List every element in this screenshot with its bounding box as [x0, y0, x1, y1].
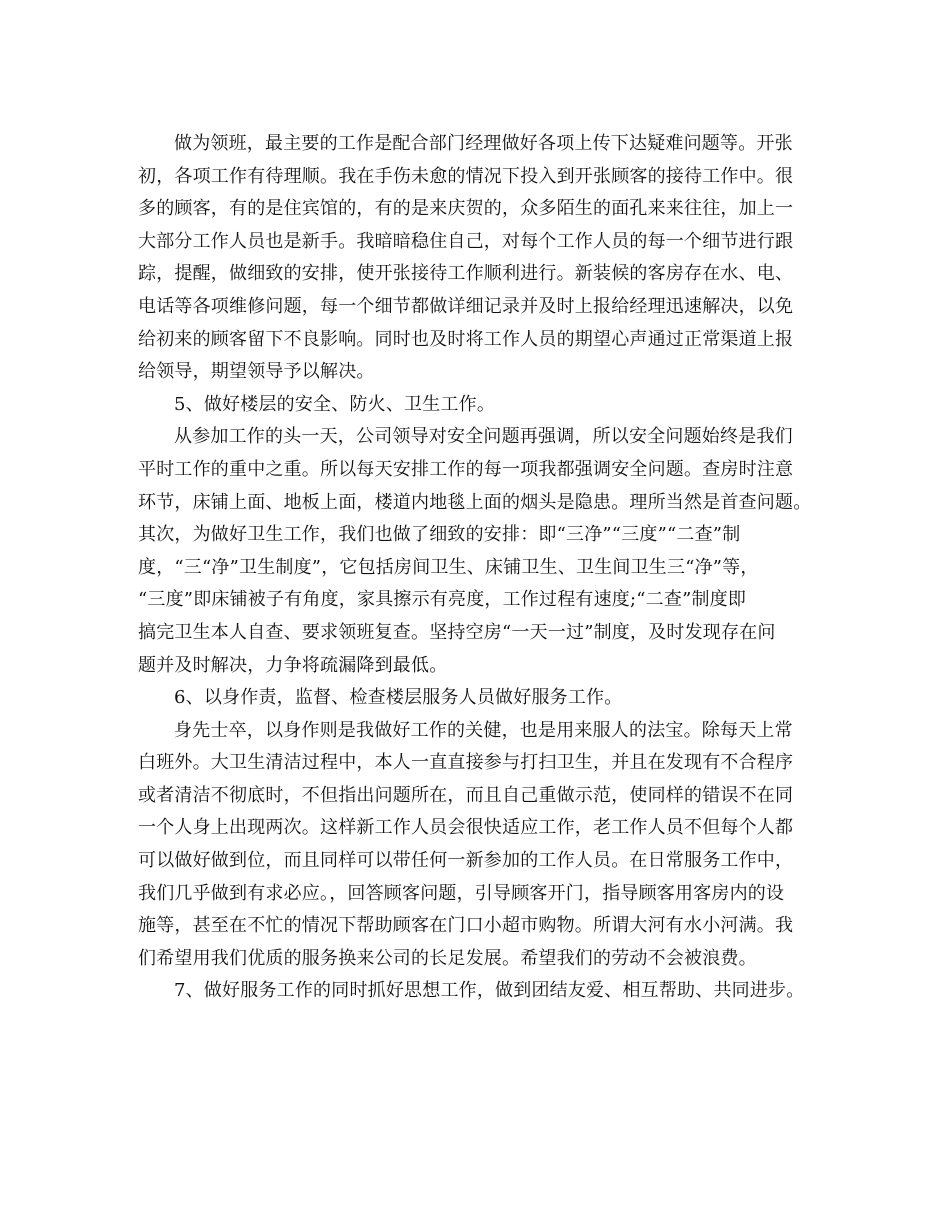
text-line: 或者清洁不彻底时，不但指出问题所在，而且自己重做示范，使同样的错误不在同	[138, 784, 794, 806]
text-line: 白班外。大卫生清洁过程中，本人一直直接参与打扫卫生，并且在发现有不合程序	[138, 752, 794, 774]
text-line: 电话等各项维修问题，每一个细节都做详细记录并及时上报给经理迅速解决，以免	[138, 295, 794, 317]
text-line: “三度”即床铺被子有角度，家具擦示有亮度，工作过程有速度;“二查”制度即	[138, 589, 747, 611]
text-line: 可以做好做到位，而且同样可以带任何一新参加的工作人员。在日常服务工作中，	[138, 850, 794, 872]
text-line: 多的顾客，有的是住宾馆的，有的是来庆贺的，众多陌生的面孔来来往往，加上一	[138, 198, 794, 220]
text-line: 其次，为做好卫生工作，我们也做了细致的安排：即“三净”“三度”“二查”制	[138, 524, 741, 546]
text-line: 度，“三“净”卫生制度”，它包括房间卫生、床铺卫生、卫生间卫生三“净”等，	[138, 556, 759, 578]
text-line: 做为领班，最主要的工作是配合部门经理做好各项上传下达疑难问题等。开张	[174, 133, 793, 154]
text-line: 6、以身作责，监督、检查楼层服务人员做好服务工作。	[174, 687, 623, 709]
text-line: 大部分工作人员也是新手。我暗暗稳住自己，对每个工作人员的每一个细节进行跟	[138, 230, 794, 252]
text-line: 我们几乎做到有求必应。，回答顾客问题，引导顾客开门，指导顾客用客房内的设	[138, 882, 785, 904]
text-line: 初，各项工作有待理顺。我在手伤未愈的情况下投入到开张顾客的接待工作中。很	[138, 165, 794, 187]
text-line: 身先士卒，以身作则是我做好工作的关健，也是用来服人的法宝。除每天上常	[174, 719, 793, 741]
text-line: 5、做好楼层的安全、防火、卫生工作。	[174, 393, 496, 415]
text-line: 们希望用我们优质的服务换来公司的长足发展。希望我们的劳动不会被浪费。	[138, 947, 757, 969]
text-line: 平时工作的重中之重。所以每天安排工作的每一项我都强调安全问题。查房时注意	[138, 458, 794, 480]
text-line: 踪，提醒，做细致的安排，使开张接待工作顺利进行。新装候的客房存在水、电、	[138, 263, 794, 285]
text-line: 7、做好服务工作的同时抓好思想工作，做到团结友爱、相互帮助、共同进步。	[174, 980, 805, 1002]
text-line: 给初来的顾客留下不良影响。同时也及时将工作人员的期望心声通过正常渠道上报	[138, 328, 794, 350]
text-line: 题并及时解决，力争将疏漏降到最低。	[138, 654, 448, 676]
text-line: 施等，甚至在不忙的情况下帮助顾客在门口小超市购物。所谓大河有水小河满。我	[138, 915, 794, 937]
document-body	[138, 128, 818, 1008]
text-line: 从参加工作的头一天，公司领导对安全问题再强调，所以安全问题始终是我们	[174, 426, 793, 448]
text-line: 给领导，期望领导予以解决。	[138, 361, 375, 383]
text-line: 一个人身上出现两次。这样新工作人员会很快适应工作，老工作人员不但每个人都	[138, 817, 794, 839]
text-line: 环节，床铺上面、地板上面，楼道内地毯上面的烟头是隐患。理所当然是首查问题。	[138, 491, 812, 513]
text-line: 搞完卫生本人自查、要求领班复查。坚持空房“一天一过”制度，及时发现存在问	[138, 621, 776, 643]
